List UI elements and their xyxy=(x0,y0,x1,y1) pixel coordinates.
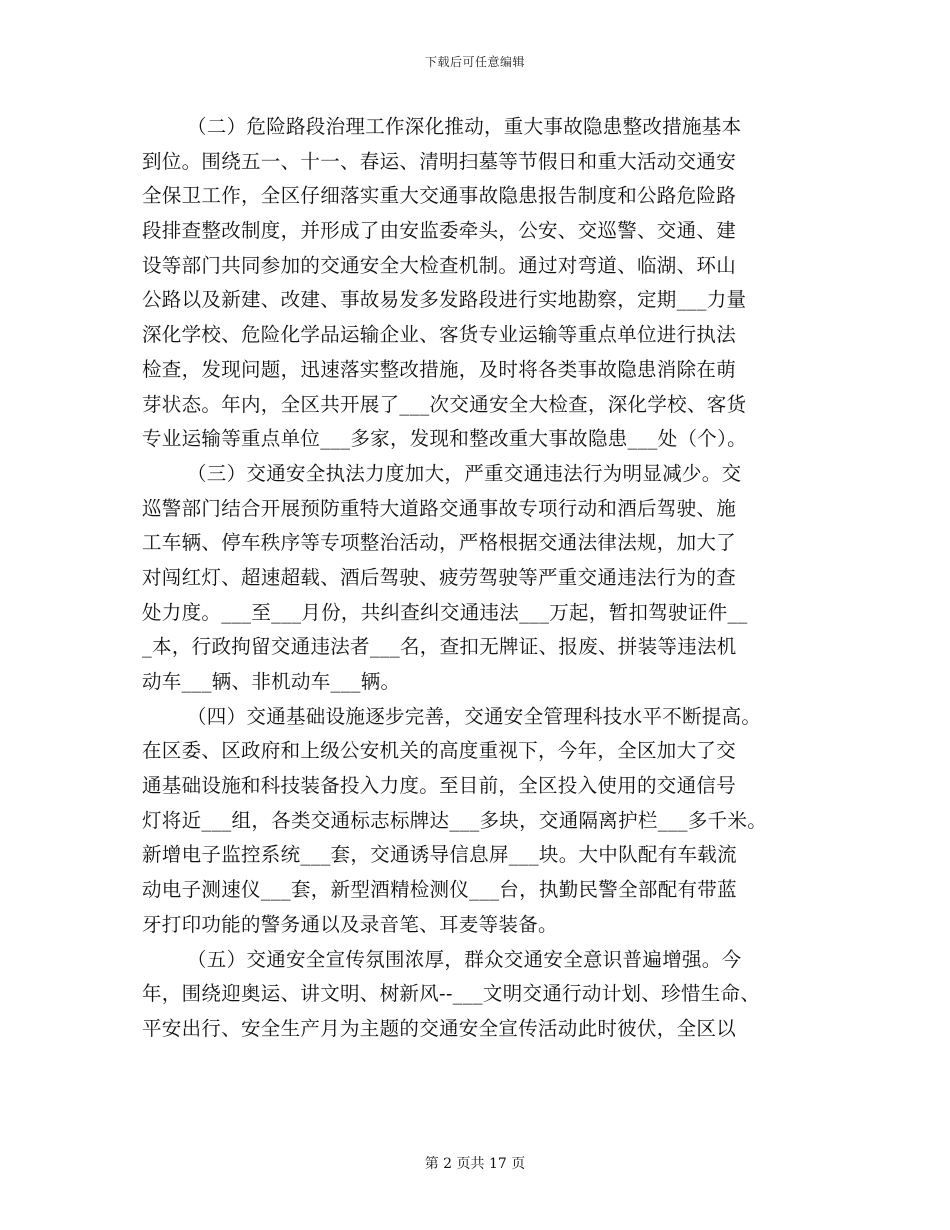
paragraph-line: 专业运输等重点单位___多家，发现和整改重大事故隐患___处（个）。 xyxy=(142,427,747,451)
paragraph-line: 段排查整改制度，并形成了由安监委牵头，公安、交巡警、交通、建 xyxy=(142,219,737,243)
paragraph-line: 对闯红灯、超速超载、酒后驾驶、疲劳驾驶等严重交通违法行为的查 xyxy=(142,565,737,589)
paragraph-line: 通基础设施和科技装备投入力度。至目前，全区投入使用的交通信号 xyxy=(142,774,737,798)
paragraph-line: 公路以及新建、改建、事故易发多发路段进行实地勘察，定期___力量 xyxy=(142,288,747,312)
paragraph-line: 动车___辆、非机动车___辆。 xyxy=(142,670,401,693)
paragraph-line: 灯将近___组，各类交通标志标牌达___多块，交通隔离护栏___多千米。 xyxy=(142,808,768,832)
paragraph-line: 在区委、区政府和上级公安机关的高度重视下，今年，全区加大了交 xyxy=(142,739,737,763)
page-number-footer: 第 2 页共 17 页 xyxy=(424,1156,526,1172)
paragraph-line: 深化学校、危险化学品运输企业、客货专业运输等重点单位进行执法 xyxy=(142,323,737,347)
paragraph-line: 动电子测速仪___套，新型酒精检测仪___台，执勤民警全部配有带蓝 xyxy=(142,878,737,902)
document-body xyxy=(142,110,822,1047)
paragraph-line: 检查，发现问题，迅速落实整改措施，及时将各类事故隐患消除在萌 xyxy=(142,357,737,381)
paragraph-line: 工车辆、停车秩序等专项整治活动，严格根据交通法律法规，加大了 xyxy=(142,531,737,555)
paragraph-line: 年，围绕迎奥运、讲文明、树新风--___文明交通行动计划、珍惜生命、 xyxy=(142,982,761,1006)
paragraph-line: 巡警部门结合开展预防重特大道路交通事故专项行动和酒后驾驶、施 xyxy=(142,496,737,520)
paragraph-line: （五）交通安全宣传氛围浓厚，群众交通安全意识普遍增强。今 xyxy=(187,947,742,971)
paragraph-line: 牙打印功能的警务通以及录音笔、耳麦等装备。 xyxy=(142,912,558,936)
paragraph-line: （三）交通安全执法力度加大，严重交通违法行为明显减少。交 xyxy=(187,461,742,485)
paragraph-line: （二）危险路段治理工作深化推动，重大事故隐患整改措施基本 xyxy=(187,115,742,138)
paragraph-line: 到位。围绕五一、十一、春运、清明扫墓等节假日和重大活动交通安 xyxy=(142,149,737,173)
paragraph-line: 平安出行、安全生产月为主题的交通安全宣传活动此时彼伏，全区以 xyxy=(142,1016,737,1040)
paragraph-line: 芽状态。年内，全区共开展了___次交通安全大检查，深化学校、客货 xyxy=(142,392,747,416)
paragraph-line: （四）交通基础设施逐步完善，交通安全管理科技水平不断提高。 xyxy=(187,704,762,728)
paragraph-line: 设等部门共同参加的交通安全大检查机制。通过对弯道、临湖、环山 xyxy=(142,253,737,277)
paragraph-line: 处力度。___至___月份，共纠查纠交通违法___万起，暂扣驾驶证件__ xyxy=(142,600,748,624)
paragraph-line: 新增电子监控系统___套，交通诱导信息屏___块。大中队配有车载流 xyxy=(142,843,737,867)
page-header: 下载后可任意编辑 xyxy=(424,55,525,69)
paragraph-line: 全保卫工作，全区仔细落实重大交通事故隐患报告制度和公路危险路 xyxy=(142,184,737,208)
paragraph-line: _本，行政拘留交通违法者___名，查扣无牌证、报废、拼装等违法机 xyxy=(142,635,737,659)
